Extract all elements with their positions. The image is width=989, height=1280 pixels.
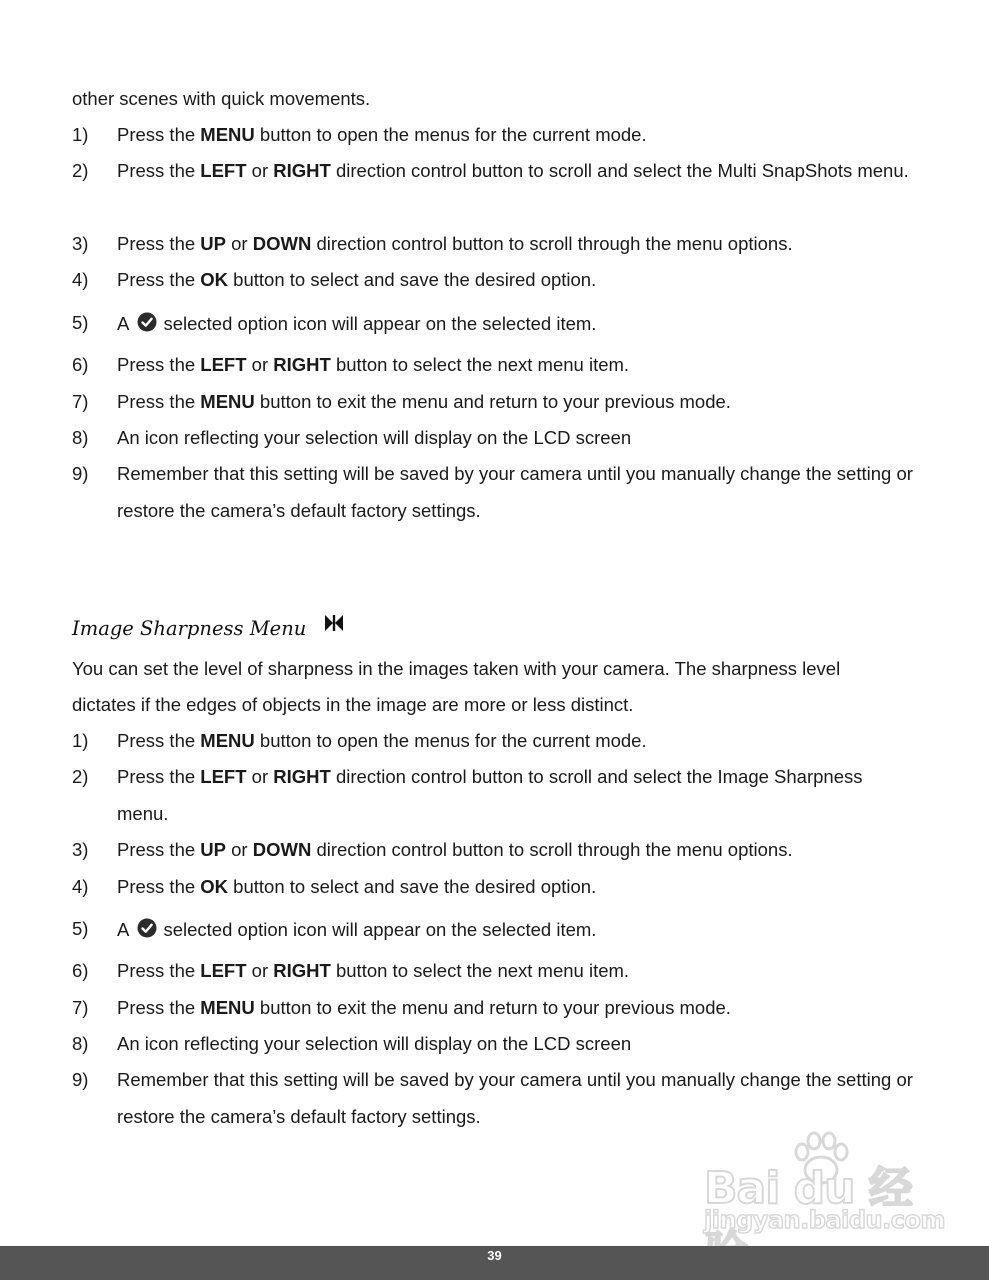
- list-item-text: Press the UP or DOWN direction control button to scroll through the menu options.: [117, 839, 793, 860]
- list-item-text: Press the OK button to select and save the desired option.: [117, 269, 597, 290]
- button-name-emphasis: MENU: [200, 730, 255, 751]
- list-item-number: 4): [72, 269, 89, 290]
- watermark: [700, 1130, 945, 1240]
- list-item-number: 7): [72, 997, 89, 1018]
- list-item-text: A selected option icon will appear on the selected item.: [117, 919, 597, 940]
- list-item-number: 9): [72, 1069, 89, 1090]
- button-name-emphasis: UP: [200, 233, 226, 254]
- list-item-text: Press the MENU button to open the menus for the current mode.: [117, 124, 647, 145]
- list-item-text: Press the MENU button to exit the menu and return to your previous mode.: [117, 391, 731, 412]
- list-item-text: Press the LEFT or RIGHT direction control button to scroll and select the Image Sharpness menu.: [117, 766, 863, 824]
- list-item-number: 1): [72, 730, 89, 751]
- button-name-emphasis: LEFT: [200, 766, 247, 787]
- list-item-text: Press the LEFT or RIGHT button to select the next menu item.: [117, 354, 630, 375]
- button-name-emphasis: MENU: [200, 124, 255, 145]
- button-name-emphasis: DOWN: [252, 839, 312, 860]
- page-number: 39: [487, 1248, 502, 1263]
- button-name-emphasis: LEFT: [200, 160, 247, 181]
- check-circle-icon: [137, 918, 157, 938]
- section2-intro-line1: You can set the level of sharpness in the images taken with your camera. The sharpness level: [72, 658, 841, 679]
- button-name-emphasis: MENU: [200, 997, 255, 1018]
- list-item-number: 8): [72, 1033, 89, 1054]
- watermark-url: jingyan.baidu.com: [704, 1206, 945, 1234]
- list-item-text: A selected option icon will appear on the selected item.: [117, 313, 597, 334]
- section1-intro: other scenes with quick movements.: [72, 88, 371, 109]
- list-item-number: 3): [72, 233, 89, 254]
- button-name-emphasis: MENU: [200, 391, 255, 412]
- button-name-emphasis: LEFT: [200, 354, 247, 375]
- list-item-number: 1): [72, 124, 89, 145]
- list-item-number: 2): [72, 766, 89, 787]
- button-name-emphasis: LEFT: [200, 960, 247, 981]
- button-name-emphasis: DOWN: [252, 233, 312, 254]
- list-item-text: Remember that this setting will be saved by your camera until you manually change the setting or restore the camera’s default factory settings.: [117, 463, 913, 521]
- list-item-text: Press the OK button to select and save the desired option.: [117, 876, 597, 897]
- list-item-text: Press the LEFT or RIGHT direction control button to scroll and select the Multi SnapShots menu.: [117, 160, 909, 181]
- list-item-number: 6): [72, 354, 89, 375]
- list-item-text: An icon reflecting your selection will display on the LCD screen: [117, 1033, 632, 1054]
- check-circle-icon: [137, 312, 157, 332]
- sharpness-icon: [323, 614, 345, 632]
- list-item-text: An icon reflecting your selection will display on the LCD screen: [117, 427, 632, 448]
- button-name-emphasis: RIGHT: [273, 960, 331, 981]
- list-item-number: 9): [72, 463, 89, 484]
- list-item-text: Press the MENU button to exit the menu and return to your previous mode.: [117, 997, 731, 1018]
- section2-heading: Image Sharpness Menu: [72, 617, 307, 640]
- list-item-number: 2): [72, 160, 89, 181]
- list-item-number: 5): [72, 918, 89, 939]
- list-item-number: 7): [72, 391, 89, 412]
- list-item-text: Press the UP or DOWN direction control button to scroll through the menu options.: [117, 233, 793, 254]
- button-name-emphasis: UP: [200, 839, 226, 860]
- page-title: [72, 614, 345, 642]
- list-item-number: 6): [72, 960, 89, 981]
- button-name-emphasis: RIGHT: [273, 354, 331, 375]
- button-name-emphasis: RIGHT: [273, 160, 331, 181]
- list-item-number: 5): [72, 312, 89, 333]
- section2-intro-line2: dictates if the edges of objects in the image are more or less distinct.: [72, 694, 634, 715]
- list-item-number: 4): [72, 876, 89, 897]
- list-item-number: 3): [72, 839, 89, 860]
- button-name-emphasis: OK: [200, 269, 229, 290]
- list-item-text: Press the MENU button to open the menus for the current mode.: [117, 730, 647, 751]
- watermark-brand: Bai du 经: [704, 1163, 912, 1214]
- list-item-text: Remember that this setting will be saved by your camera until you manually change the setting or restore the camera’s default factory settings.: [117, 1069, 913, 1127]
- list-item-number: 8): [72, 427, 89, 448]
- button-name-emphasis: OK: [200, 876, 229, 897]
- page-footer: [0, 1246, 989, 1280]
- list-item-text: Press the LEFT or RIGHT button to select the next menu item.: [117, 960, 630, 981]
- button-name-emphasis: RIGHT: [273, 766, 331, 787]
